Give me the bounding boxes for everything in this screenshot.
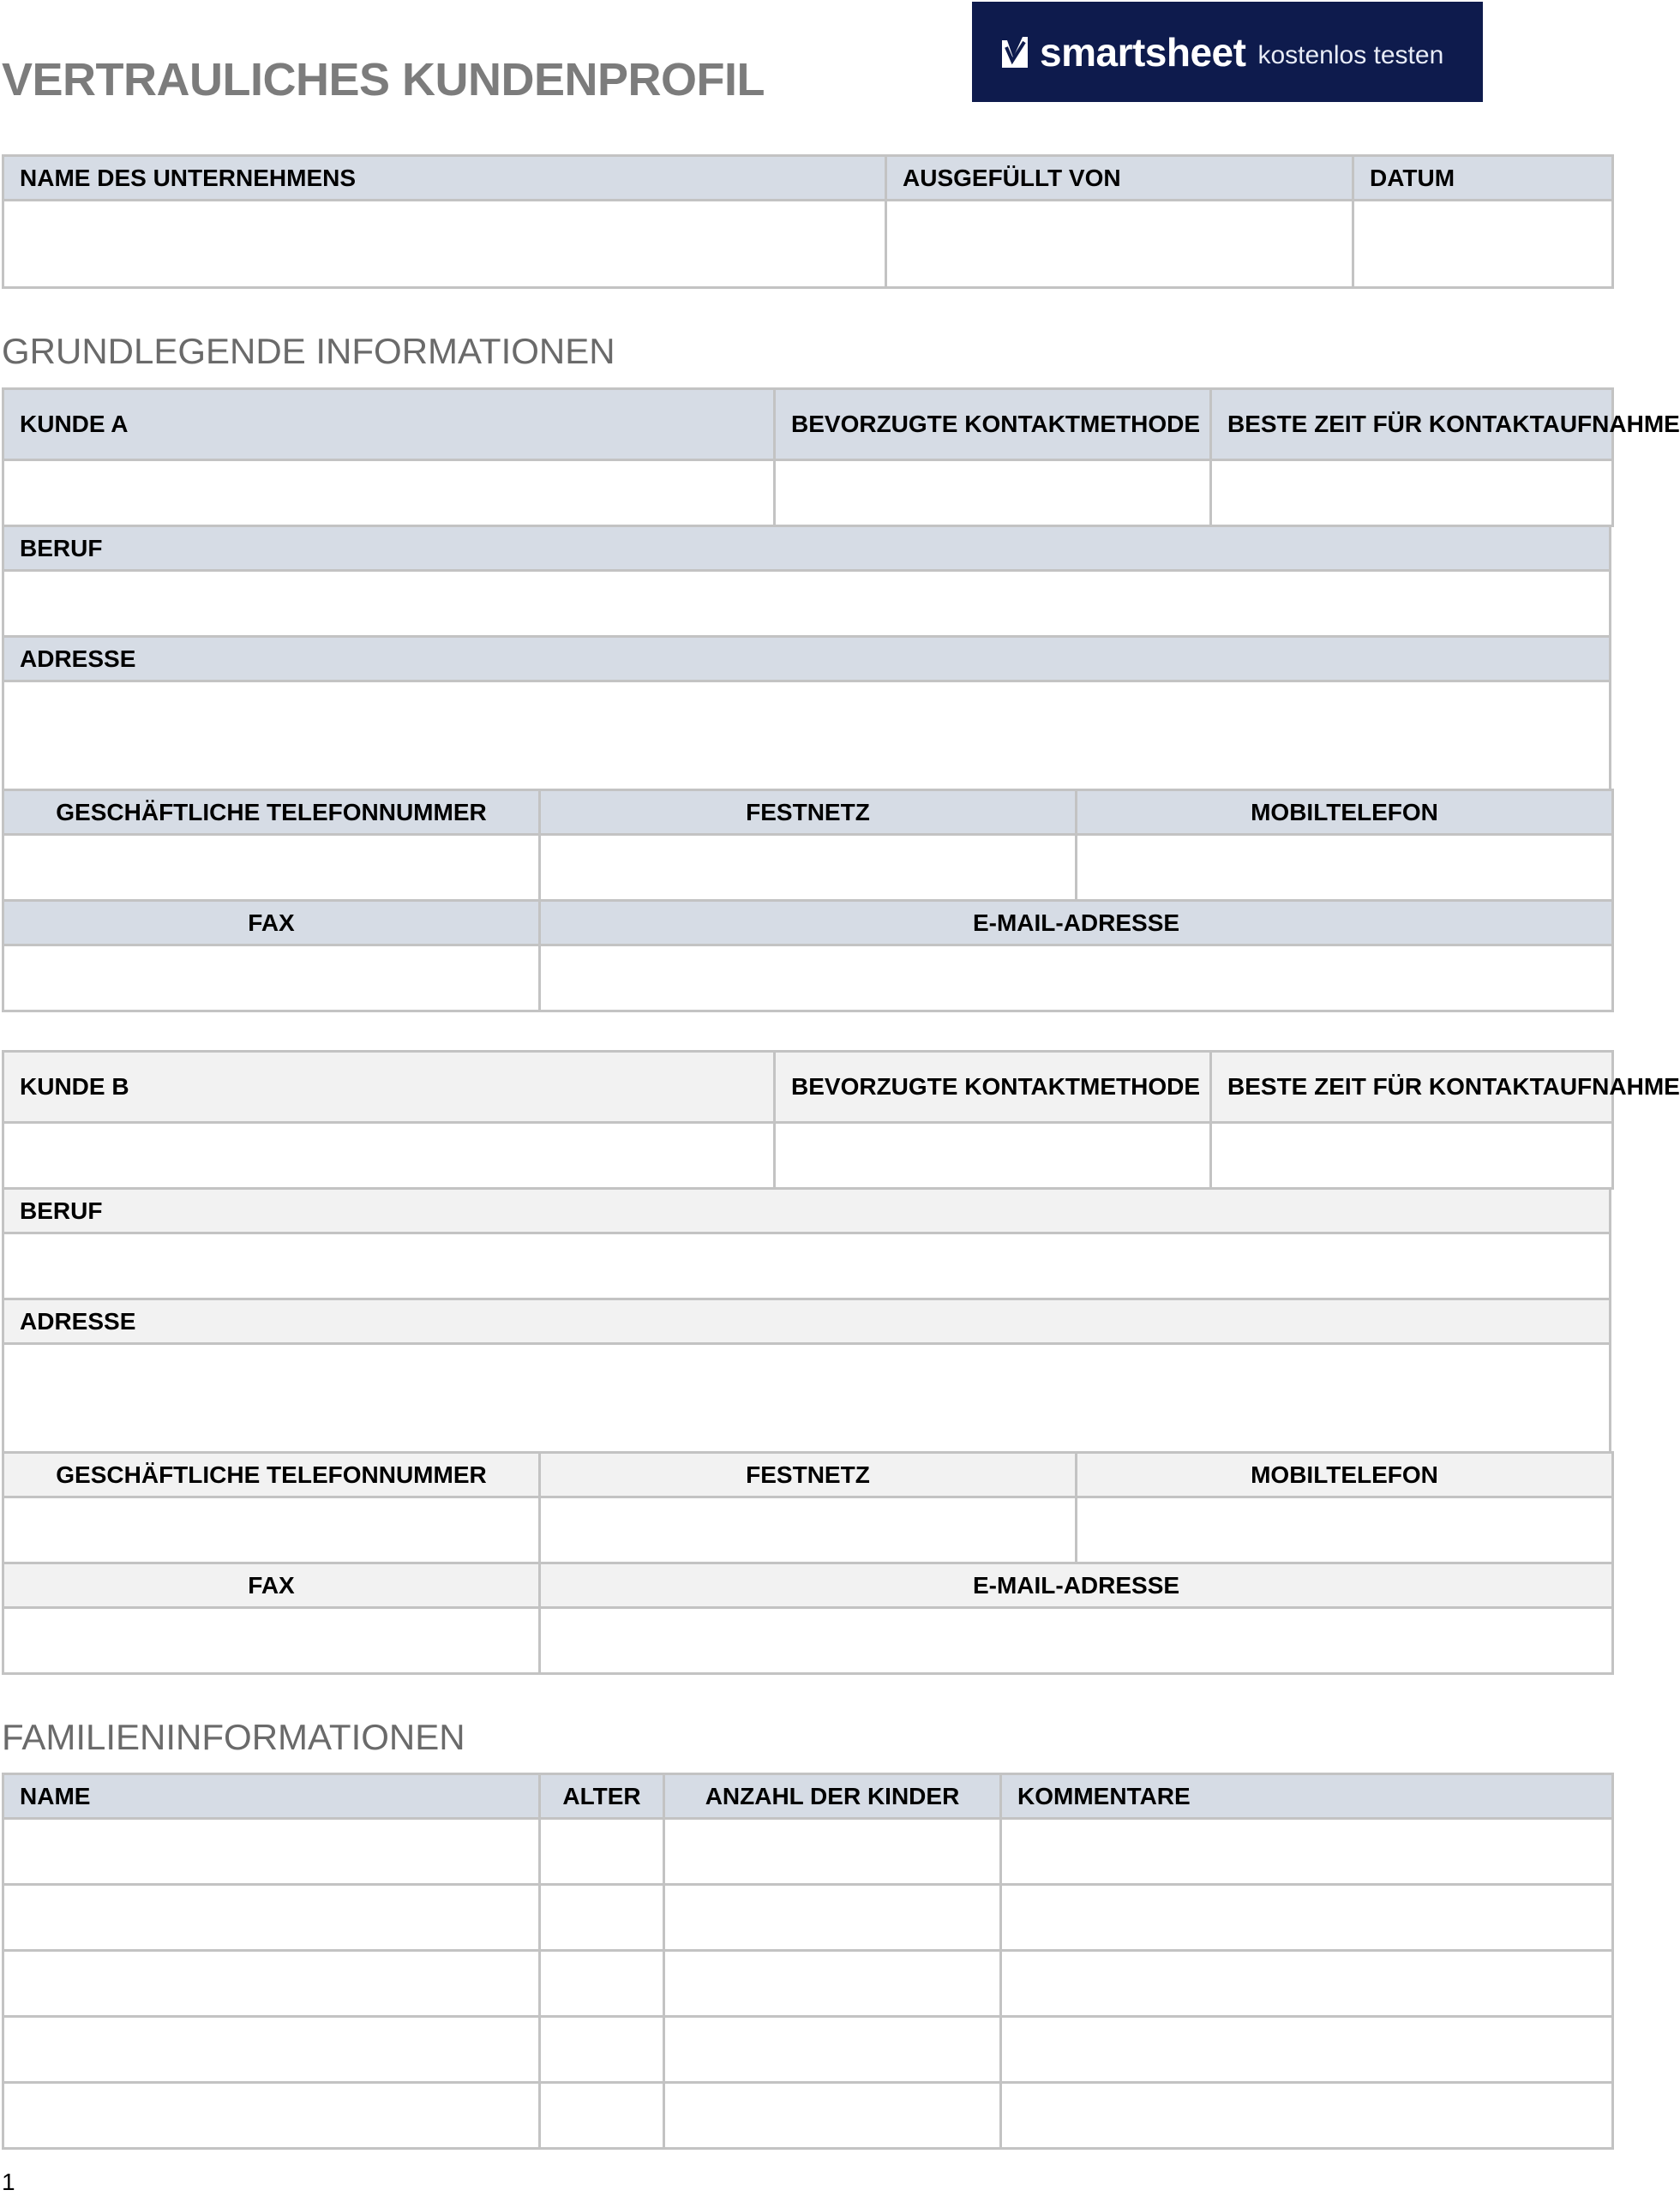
family-name-cell[interactable]: [3, 1951, 540, 2017]
client-a-business-phone-field[interactable]: [3, 835, 540, 901]
client-b-fax-field[interactable]: [3, 1608, 540, 1674]
date-label: DATUM: [1353, 156, 1613, 201]
client-a-contact-table: [2, 387, 1680, 527]
client-a-fax-label: FAX: [3, 901, 540, 945]
family-col-comments: KOMMENTARE: [1001, 1774, 1613, 1819]
client-b-business-phone-label: GESCHÄFTLICHE TELEFONNUMMER: [3, 1453, 540, 1497]
client-b-best-time-label: BESTE ZEIT FÜR KONTAKTAUFNAHME: [1211, 1052, 1613, 1123]
client-a-contact-method-label: BEVORZUGTE KONTAKTMETHODE: [775, 389, 1211, 460]
family-children-cell[interactable]: [664, 1885, 1001, 1951]
client-a-fax-email-table: [2, 899, 1614, 1012]
page-title: VERTRAULICHES KUNDENPROFIL: [2, 54, 765, 105]
client-b-contact-method-label: BEVORZUGTE KONTAKTMETHODE: [775, 1052, 1211, 1123]
filled-by-label: AUSGEFÜLLT VON: [886, 156, 1353, 201]
logo-cta: kostenlos testen: [1257, 40, 1444, 69]
family-table: [2, 1773, 1614, 2150]
client-b-address-label: ADRESSE: [3, 1299, 1611, 1344]
client-b-fax-email-table: [2, 1562, 1614, 1675]
date-field[interactable]: [1353, 201, 1613, 288]
client-b-landline-label: FESTNETZ: [540, 1453, 1077, 1497]
family-age-cell[interactable]: [540, 1951, 664, 2017]
client-b-contact-table: [2, 1050, 1680, 1190]
client-a-contact-method-field[interactable]: [775, 460, 1211, 526]
client-a-fax-field[interactable]: [3, 945, 540, 1011]
client-a-landline-label: FESTNETZ: [540, 790, 1077, 835]
logo-brand: smartsheet: [1040, 29, 1246, 75]
family-age-cell[interactable]: [540, 2083, 664, 2149]
client-a-occupation-table: [2, 525, 1611, 791]
family-comments-cell[interactable]: [1001, 1885, 1613, 1951]
family-comments-cell[interactable]: [1001, 1819, 1613, 1885]
table-row: [3, 2083, 1613, 2149]
family-age-cell[interactable]: [540, 1885, 664, 1951]
client-a-occupation-label: BERUF: [3, 526, 1611, 571]
family-name-cell[interactable]: [3, 1819, 540, 1885]
client-a-best-time-label: BESTE ZEIT FÜR KONTAKTAUFNAHME: [1211, 389, 1613, 460]
family-comments-cell[interactable]: [1001, 2083, 1613, 2149]
family-children-cell[interactable]: [664, 1819, 1001, 1885]
client-a-business-phone-label: GESCHÄFTLICHE TELEFONNUMMER: [3, 790, 540, 835]
client-b-business-phone-field[interactable]: [3, 1497, 540, 1563]
client-b-occupation-table: [2, 1187, 1611, 1454]
client-a-landline-field[interactable]: [540, 835, 1077, 901]
client-b-mobile-label: MOBILTELEFON: [1077, 1453, 1613, 1497]
client-a-name-field[interactable]: [3, 460, 775, 526]
family-comments-cell[interactable]: [1001, 2017, 1613, 2083]
family-children-cell[interactable]: [664, 2083, 1001, 2149]
client-a-address-label: ADRESSE: [3, 637, 1611, 681]
client-b-name-field[interactable]: [3, 1123, 775, 1189]
family-name-cell[interactable]: [3, 2083, 540, 2149]
family-col-age: ALTER: [540, 1774, 664, 1819]
table-row: [3, 1951, 1613, 2017]
family-info-heading: FAMILIENINFORMATIONEN: [2, 1717, 465, 1757]
family-col-name: NAME: [3, 1774, 540, 1819]
family-children-cell[interactable]: [664, 1951, 1001, 2017]
client-b-landline-field[interactable]: [540, 1497, 1077, 1563]
smartsheet-logo-link[interactable]: [972, 2, 1483, 102]
client-a-occupation-field[interactable]: [3, 571, 1611, 637]
table-row: [3, 1885, 1613, 1951]
client-b-label: KUNDE B: [3, 1052, 775, 1123]
client-a-email-label: E-MAIL-ADRESSE: [540, 901, 1613, 945]
client-b-best-time-field[interactable]: [1211, 1123, 1613, 1189]
family-col-children: ANZAHL DER KINDER: [664, 1774, 1001, 1819]
smartsheet-check-icon: [1000, 35, 1029, 69]
family-age-cell[interactable]: [540, 2017, 664, 2083]
client-a-label: KUNDE A: [3, 389, 775, 460]
client-a-address-field[interactable]: [3, 681, 1611, 790]
client-a-best-time-field[interactable]: [1211, 460, 1613, 526]
client-b-fax-label: FAX: [3, 1563, 540, 1608]
family-children-cell[interactable]: [664, 2017, 1001, 2083]
client-b-mobile-field[interactable]: [1077, 1497, 1613, 1563]
client-a-email-field[interactable]: [540, 945, 1613, 1011]
page-number: 1: [2, 2169, 15, 2195]
client-b-phone-table: [2, 1451, 1614, 1564]
family-name-cell[interactable]: [3, 2017, 540, 2083]
table-row: [3, 1819, 1613, 1885]
family-comments-cell[interactable]: [1001, 1951, 1613, 2017]
family-age-cell[interactable]: [540, 1819, 664, 1885]
basic-info-heading: GRUNDLEGENDE INFORMATIONEN: [2, 331, 615, 371]
client-b-email-label: E-MAIL-ADRESSE: [540, 1563, 1613, 1608]
filled-by-field[interactable]: [886, 201, 1353, 288]
company-name-label: NAME DES UNTERNEHMENS: [3, 156, 886, 201]
company-table: [2, 154, 1614, 289]
client-a-mobile-label: MOBILTELEFON: [1077, 790, 1613, 835]
client-a-phone-table: [2, 789, 1614, 902]
client-b-email-field[interactable]: [540, 1608, 1613, 1674]
client-b-contact-method-field[interactable]: [775, 1123, 1211, 1189]
client-b-occupation-label: BERUF: [3, 1189, 1611, 1233]
family-name-cell[interactable]: [3, 1885, 540, 1951]
table-row: [3, 2017, 1613, 2083]
client-a-mobile-field[interactable]: [1077, 835, 1613, 901]
client-b-address-field[interactable]: [3, 1344, 1611, 1453]
company-name-field[interactable]: [3, 201, 886, 288]
client-b-occupation-field[interactable]: [3, 1233, 1611, 1299]
